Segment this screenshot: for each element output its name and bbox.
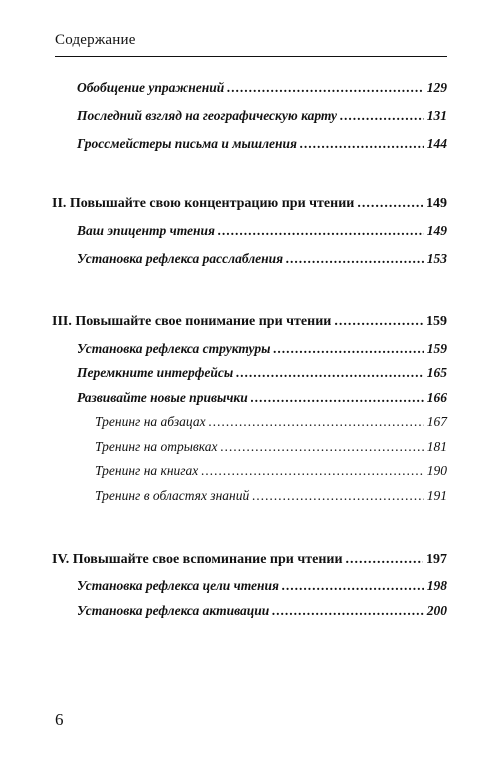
toc-subentry[interactable] [95, 414, 447, 430]
dot-leader [300, 136, 424, 152]
toc-entry-title: Установка рефлекса цели чтения [77, 578, 279, 593]
toc-subentry-title: Тренинг на отрывках [95, 439, 218, 454]
toc-entry[interactable] [77, 251, 447, 267]
toc-entry-page: 198 [426, 578, 447, 593]
toc-entry[interactable] [77, 108, 447, 124]
dot-leader [272, 603, 423, 619]
toc-subentry-page: 191 [426, 488, 447, 503]
toc-subentry[interactable] [95, 439, 447, 455]
toc-entry[interactable] [77, 390, 447, 406]
toc-entry[interactable] [77, 365, 447, 381]
dot-leader [209, 414, 424, 430]
dot-leader [221, 439, 424, 455]
toc-chapter-page: 149 [426, 196, 447, 211]
toc-subentry-page: 167 [426, 414, 447, 429]
toc-entry-page: 129 [426, 80, 447, 95]
toc-subentry-title: Тренинг на абзацах [95, 414, 206, 429]
toc-chapter-title: IV. Повышайте свое вспоминание при чтении [52, 552, 343, 567]
toc-subentry-page: 190 [426, 463, 447, 478]
toc-entry-title: Гроссмейстеры письма и мышления [77, 136, 297, 151]
dot-leader [273, 341, 423, 357]
toc-entry-page: 153 [426, 251, 447, 266]
toc-entry-page: 165 [426, 365, 447, 380]
toc-chapter[interactable] [52, 552, 447, 568]
toc-entry-title: Последний взгляд на географическую карту [77, 108, 338, 123]
toc-subentry-title: Тренинг в областях знаний [95, 488, 250, 503]
toc-entry-page: 159 [426, 341, 447, 356]
dot-leader [201, 463, 423, 479]
dot-leader [218, 223, 424, 239]
toc-entry-page: 144 [426, 136, 447, 151]
dot-leader [334, 314, 423, 330]
dot-leader [251, 390, 424, 406]
toc-chapter-title: II. Повышайте свою концентрацию при чтении [52, 196, 355, 211]
toc-entry-title: Обобщение упражнений [77, 80, 225, 95]
toc-subentry-title: Тренинг на книгах [95, 463, 199, 478]
toc-entry-page: 149 [426, 223, 447, 238]
dot-leader [252, 488, 424, 504]
toc-chapter[interactable] [52, 196, 447, 212]
toc-chapter[interactable] [52, 314, 447, 330]
toc-entry[interactable] [77, 80, 447, 96]
toc-entry-title: Установка рефлекса структуры [77, 341, 271, 356]
toc-entry[interactable] [77, 603, 447, 619]
toc-entry[interactable] [77, 578, 447, 594]
dot-leader [340, 108, 424, 124]
toc-subentry-page: 181 [426, 439, 447, 454]
toc-entry-title: Установка рефлекса активации [77, 603, 270, 618]
toc-entry-title: Установка рефлекса расслабления [77, 251, 284, 266]
toc-entry-title: Ваш эпицентр чтения [77, 223, 215, 238]
dot-leader [357, 196, 423, 212]
toc-subentry[interactable] [95, 463, 447, 479]
dot-leader [286, 251, 424, 267]
page-number: 6 [55, 710, 64, 729]
toc-entry-page: 131 [426, 108, 447, 123]
toc-entry[interactable] [77, 136, 447, 152]
dot-leader [346, 552, 423, 568]
toc-chapter-page: 159 [426, 314, 447, 329]
toc-entry-page: 200 [426, 603, 447, 618]
running-header: Содержание [55, 32, 136, 48]
toc-chapter-page: 197 [426, 552, 447, 567]
toc-entry-title: Развивайте новые привычки [77, 390, 248, 405]
dot-leader [282, 578, 424, 594]
toc-chapter-title: III. Повышайте свое понимание при чтении [52, 314, 332, 329]
toc-entry[interactable] [77, 341, 447, 357]
dot-leader [236, 365, 423, 381]
toc-subentry[interactable] [95, 488, 447, 504]
dot-leader [227, 80, 423, 96]
toc-entry-page: 166 [426, 390, 447, 405]
toc-entry[interactable] [77, 223, 447, 239]
toc-entry-title: Перемкните интерфейсы [77, 365, 234, 380]
